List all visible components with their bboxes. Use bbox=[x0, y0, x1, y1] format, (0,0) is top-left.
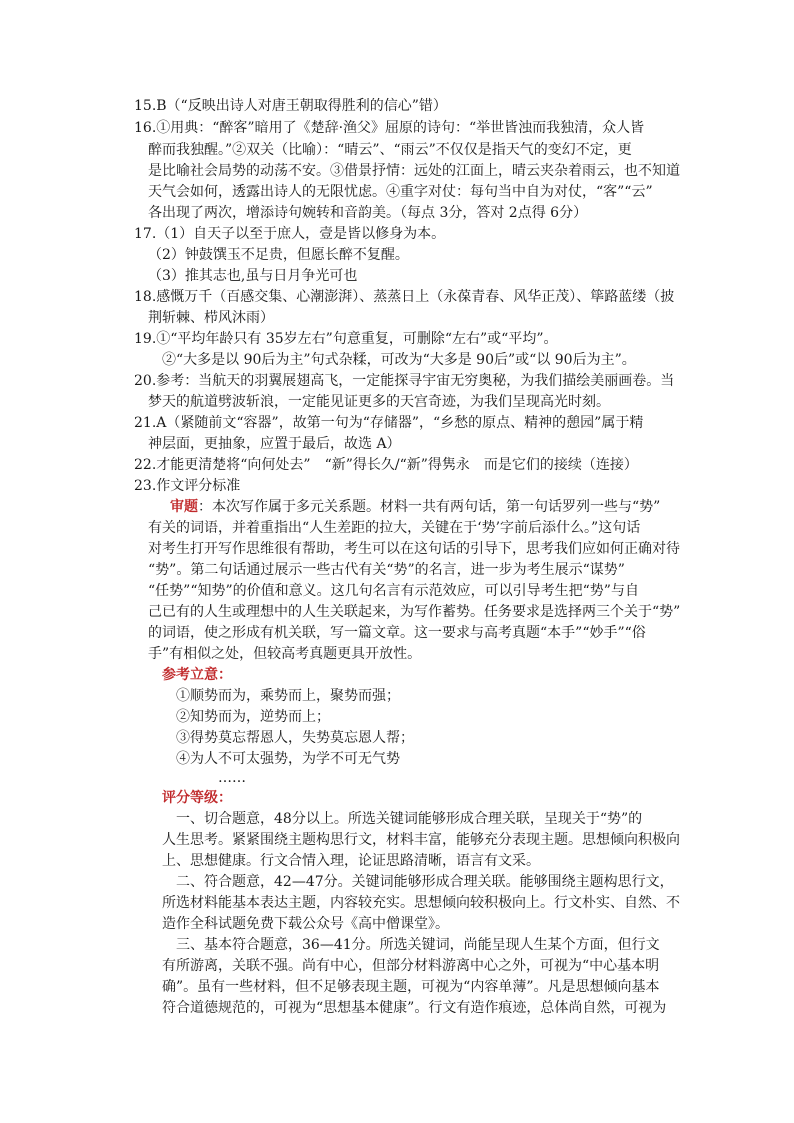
text-line bbox=[162, 350, 636, 370]
text-segment: …… bbox=[218, 770, 246, 786]
section-heading: 参考立意： bbox=[162, 667, 232, 683]
text-line bbox=[162, 851, 540, 871]
text-segment: 23.作文评分标准 bbox=[134, 478, 241, 494]
text-segment: 神层面，更抽象，应置于最后，故选 A） bbox=[148, 436, 401, 452]
text-segment: 21.A（紧随前文“容器”，故第一句为“存储器”，“乡愁的原点、精神的憩园”属于精 bbox=[134, 415, 644, 431]
text-line bbox=[218, 768, 246, 788]
text-line bbox=[148, 518, 640, 538]
text-segment: （2）钟鼓馔玉不足贵，但愿长醉不复醒。 bbox=[148, 247, 409, 263]
section-heading: 评分等级： bbox=[162, 790, 232, 806]
text-line bbox=[162, 956, 659, 976]
text-segment: 梦天的航道劈波斩浪，一定能见证更多的天宫奇迹，为我们呈现高光时刻。 bbox=[148, 394, 610, 410]
text-segment: 22.才能更清楚将“向何处去” “新”得长久/“新”得隽永 而是它们的接续（连接） bbox=[134, 457, 638, 473]
text-line bbox=[148, 140, 632, 160]
text-segment: 造作全科试题免费下载公众号《高中僧课堂》。 bbox=[162, 916, 449, 932]
text-segment: 20.参考：当航天的羽翼展翅高飞，一定能探寻宇宙无穷奥秘，为我们描绘美丽画卷。当 bbox=[134, 373, 675, 389]
text-segment: 17.（1）自天子以至于庶人，壹是皆以修身为本。 bbox=[134, 226, 446, 242]
text-line bbox=[148, 308, 274, 328]
text-segment: 一、切合题意，48分以上。所选关键词能够形成合理关联，呈现关于“势”的 bbox=[176, 811, 643, 827]
text-segment: 上、思想健康。行文合情入理，论证思路清晰，语言有文采。 bbox=[162, 853, 540, 869]
text-line bbox=[134, 329, 557, 349]
text-segment: 19.①“平均年龄只有 35岁左右”句意重复，可删除“左右”或“平均”。 bbox=[134, 331, 558, 347]
text-line bbox=[176, 728, 414, 748]
text-line bbox=[148, 539, 680, 559]
text-segment: 醉而我独醒。”②双关（比喻）：“晴云”、“雨云”不仅仅是指天气的变幻不定，更 bbox=[148, 142, 632, 158]
text-segment: 各出现了两次，增添诗句婉转和音韵美。（每点 3分，答对 2点得 6分） bbox=[148, 205, 588, 221]
text-segment: ②“大多是以 90后为主”句式杂糅，可改为“大多是 90后”或“以 90后为主”。 bbox=[162, 352, 636, 368]
text-line bbox=[162, 914, 449, 934]
text-line bbox=[176, 686, 400, 706]
text-line bbox=[176, 872, 674, 892]
text-line bbox=[148, 266, 357, 286]
text-line bbox=[134, 371, 674, 391]
text-line bbox=[148, 602, 680, 622]
text-line bbox=[134, 455, 638, 475]
text-line bbox=[176, 707, 330, 727]
text-segment: “势”。第二句话通过展示一些古代有关“势”的名言，进一步为考生展示“谋势” bbox=[148, 562, 625, 578]
text-line bbox=[148, 581, 639, 601]
text-segment: 天气会如何，透露出诗人的无限忧虑。④重字对仗：每句当中自为对仗，“客”“云” bbox=[148, 184, 653, 200]
text-line bbox=[162, 977, 659, 997]
text-line bbox=[148, 245, 409, 265]
text-line bbox=[162, 665, 232, 685]
text-segment: （3）推其志也,虽与日月争光可也 bbox=[148, 268, 358, 284]
text-line bbox=[134, 413, 643, 433]
text-segment: “任势”“知势”的价值和意义。这几句名言有示范效应，可以引导考生把“势”与自 bbox=[148, 583, 639, 599]
text-segment: 有所游离，关联不强。尚有中心，但部分材料游离中心之外，可视为“中心基本明 bbox=[162, 958, 660, 974]
text-segment: ②知势而为，逆势而上； bbox=[176, 709, 330, 725]
text-segment: 所选材料能基本表达主题，内容较充实。思想倾向较积极向上。行文朴实、自然、不 bbox=[162, 895, 680, 911]
text-line bbox=[134, 476, 240, 496]
text-line bbox=[148, 161, 680, 181]
text-segment: 二、符合题意，42—47分。关键词能够形成合理关联。能够围绕主题构思行文， bbox=[176, 874, 674, 890]
text-segment: 三、基本符合题意，36—41分。所选关键词，尚能呈现人生某个方面，但行文 bbox=[176, 937, 660, 953]
text-line bbox=[162, 893, 680, 913]
text-segment: 18.感慨万千（百感交集、心潮澎湃）、蒸蒸日上（永葆青春、风华正茂）、筚路蓝缕（披 bbox=[134, 289, 675, 305]
text-line bbox=[176, 935, 660, 955]
text-segment: 符合道德规范的，可视为“思想基本健康”。行文有造作痕迹，总体尚自然，可视为 bbox=[162, 1000, 667, 1016]
text-segment: ①顺势而为，乘势而上，聚势而强； bbox=[176, 688, 400, 704]
text-line bbox=[170, 497, 660, 517]
text-segment: ④为人不可太强势，为学不可无气势 bbox=[176, 751, 400, 767]
text-line bbox=[134, 118, 644, 138]
text-line bbox=[148, 434, 401, 454]
text-line bbox=[148, 182, 653, 202]
text-segment: 的词语，使之形成有机关联，写一篇文章。这一要求与高考真题“本手”“妙手”“俗 bbox=[148, 625, 646, 641]
text-line bbox=[148, 392, 610, 412]
text-segment: ③得势莫忘帮恩人，失势莫忘恩人帮； bbox=[176, 730, 414, 746]
text-line bbox=[162, 830, 680, 850]
text-segment: 己已有的人生或理想中的人生关联起来，为写作蓄势。任务要求是选择两三个关于“势” bbox=[148, 604, 681, 620]
text-line bbox=[148, 644, 421, 664]
text-line bbox=[176, 749, 400, 769]
text-segment: 15.B（“反映出诗人对唐王朝取得胜利的信心”错） bbox=[134, 98, 447, 114]
text-segment: 对考生打开写作思维很有帮助，考生可以在这句话的引导下，思考我们应如何正确对待 bbox=[148, 541, 680, 557]
text-segment: 确”。虽有一些材料，但不足够表现主题，可视为“内容单薄”。凡是思想倾向基本 bbox=[162, 979, 660, 995]
text-segment: 是比喻社会局势的动荡不安。③借景抒情：远处的江面上，晴云夹杂着雨云，也不知道 bbox=[148, 163, 680, 179]
text-line bbox=[134, 224, 445, 244]
text-line bbox=[134, 96, 447, 116]
text-line bbox=[148, 560, 625, 580]
text-line bbox=[148, 623, 646, 643]
text-line bbox=[176, 809, 642, 829]
text-segment: 有关的词语，并着重指出“人生差距的拉大，关键在于‘势’字前后添什么。”这句话 bbox=[148, 520, 641, 536]
text-line bbox=[148, 203, 587, 223]
section-heading: 审题 bbox=[170, 499, 198, 515]
text-segment: ：本次写作属于多元关系题。材料一共有两句话，第一句话罗列一些与“势” bbox=[198, 499, 661, 515]
text-segment: 手”有相似之处，但较高考真题更具开放性。 bbox=[148, 646, 422, 662]
text-segment: 荆斩棘、栉风沐雨） bbox=[148, 310, 274, 326]
text-line bbox=[162, 788, 232, 808]
text-line bbox=[134, 287, 674, 307]
text-segment: 人生思考。紧紧围绕主题构思行文，材料丰富，能够充分表现主题。思想倾向积极向 bbox=[162, 832, 680, 848]
text-segment: 16.①用典：“醉客”暗用了《楚辞·渔父》屈原的诗句：“举世皆浊而我独清，众人皆 bbox=[134, 120, 645, 136]
text-line bbox=[162, 998, 666, 1018]
